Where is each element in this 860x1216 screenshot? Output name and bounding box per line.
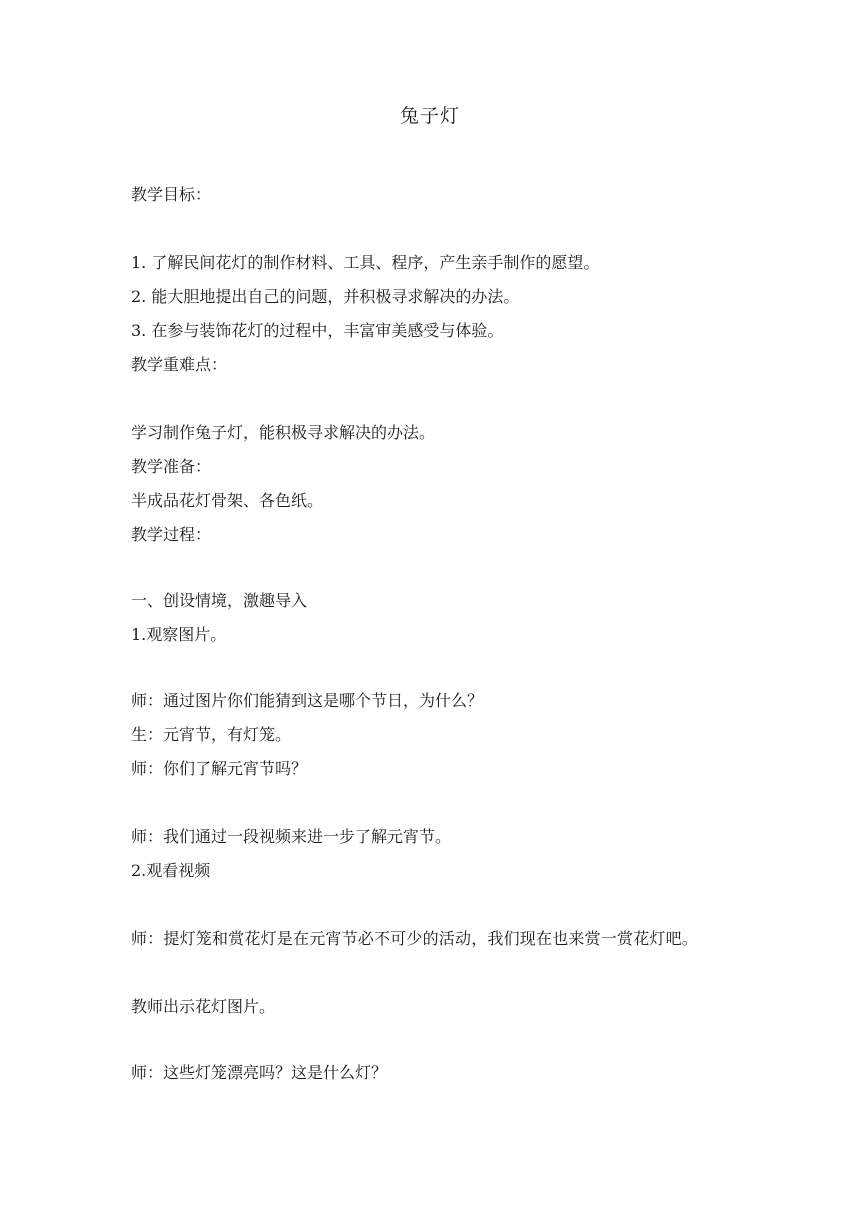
document-title: 兔子灯 <box>399 105 460 127</box>
step-watch-video: 2.观看视频 <box>131 861 211 880</box>
heading-key-points: 教学重难点： <box>131 355 228 374</box>
dialogue-teacher-1: 师：通过图片你们能猜到这是哪个节日，为什么？ <box>131 691 484 710</box>
step-observe-pictures: 1.观察图片。 <box>131 625 227 644</box>
heading-preparation: 教学准备： <box>131 457 212 476</box>
heading-process: 教学过程： <box>131 525 212 544</box>
dialogue-teacher-5: 师：这些灯笼漂亮吗？这是什么灯？ <box>131 1063 388 1082</box>
section-heading-1: 一、创设情境，激趣导入 <box>131 591 308 610</box>
teacher-shows-pictures: 教师出示花灯图片。 <box>131 997 276 1016</box>
dialogue-teacher-4: 师：提灯笼和赏花灯是在元宵节必不可少的活动，我们现在也来赏一赏花灯吧。 <box>131 929 699 948</box>
goal-item-3: 3. 在参与装饰花灯的过程中，丰富审美感受与体验。 <box>131 321 504 340</box>
goal-item-2: 2. 能大胆地提出自己的问题，并积极寻求解决的办法。 <box>131 287 520 306</box>
key-points-text: 学习制作兔子灯，能积极寻求解决的办法。 <box>131 423 436 442</box>
dialogue-teacher-3: 师：我们通过一段视频来进一步了解元宵节。 <box>131 827 452 846</box>
dialogue-student-1: 生：元宵节，有灯笼。 <box>131 725 292 744</box>
heading-teaching-goals: 教学目标： <box>131 185 212 204</box>
goal-item-1: 1. 了解民间花灯的制作材料、工具、程序，产生亲手制作的愿望。 <box>131 253 600 272</box>
dialogue-teacher-2: 师：你们了解元宵节吗？ <box>131 759 308 778</box>
preparation-text: 半成品花灯骨架、各色纸。 <box>131 491 324 510</box>
